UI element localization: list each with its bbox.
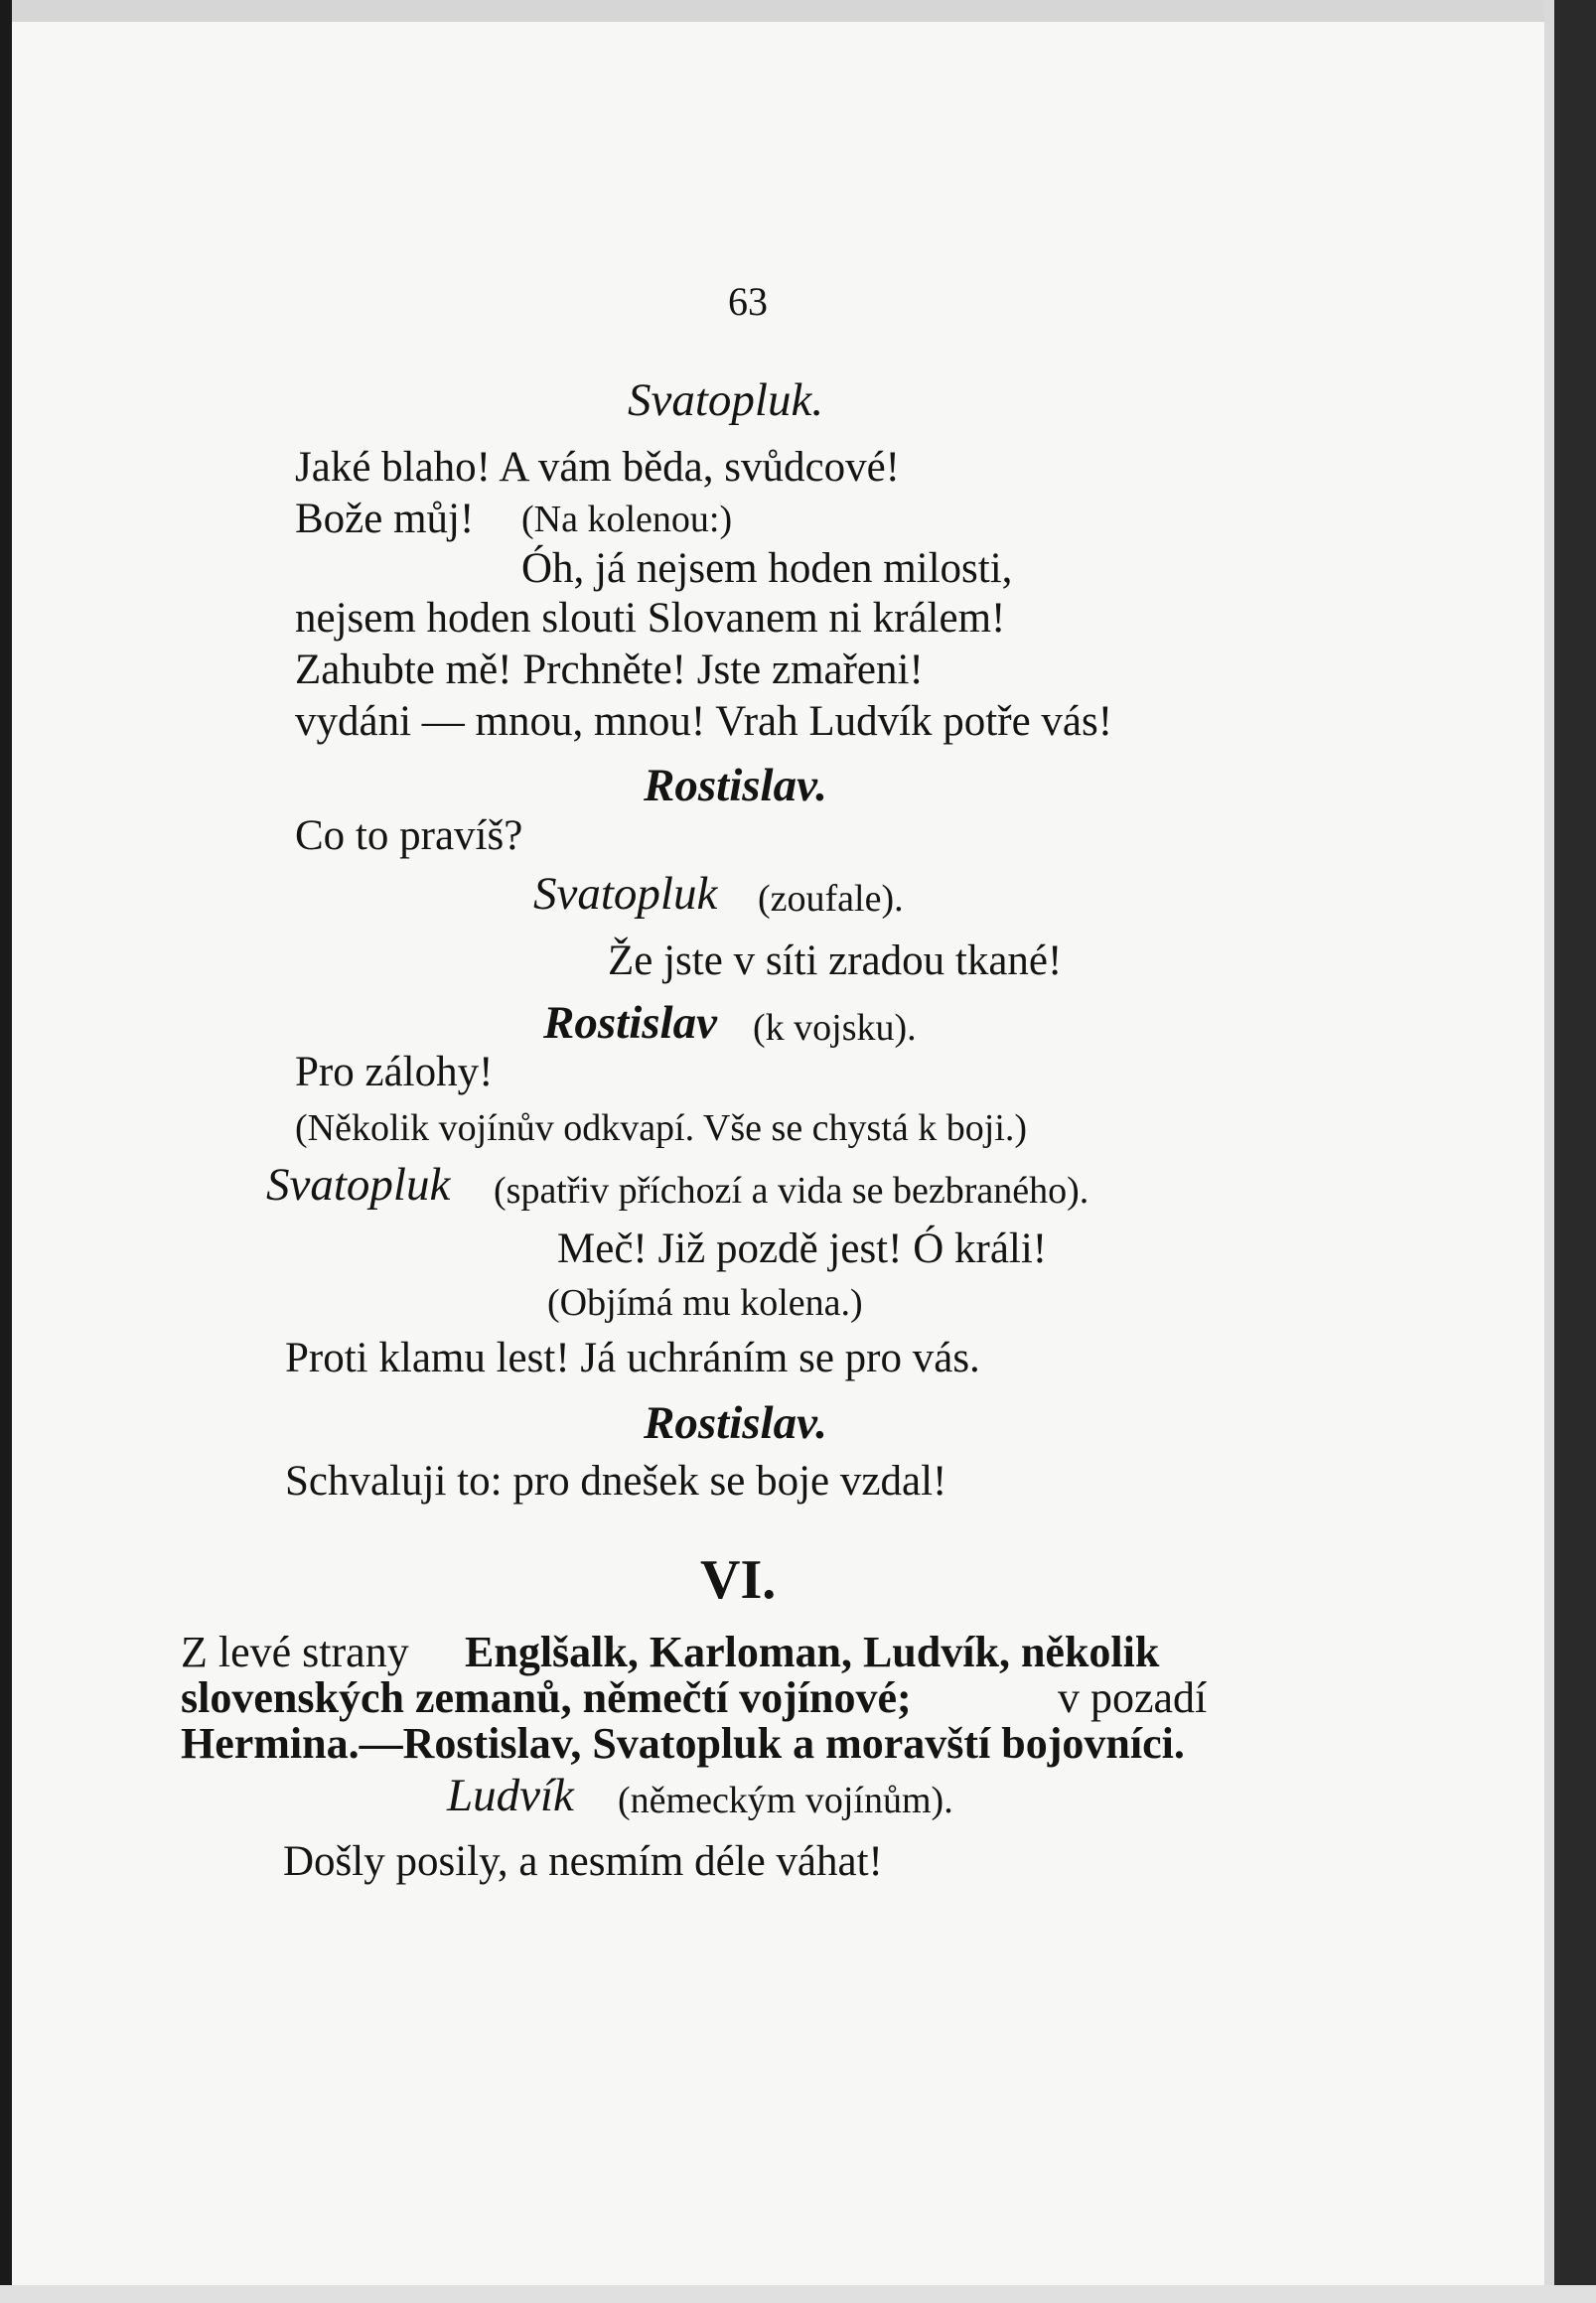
stage-direction: (Na kolenou:) xyxy=(521,499,733,540)
stage-direction: (Několik vojínův odkvapí. Vše se chystá k boji.) xyxy=(295,1107,1028,1149)
scan-border-left xyxy=(0,0,12,2303)
verse-line: Proti klamu lest! Já uchráním se pro vás. xyxy=(285,1335,980,1381)
speaker-svatopluk: Svatopluk xyxy=(533,868,718,920)
stage-setting: v pozadí xyxy=(1058,1673,1208,1722)
verse-line: Že jste v síti zradou tkané! xyxy=(608,937,1063,984)
scan-border-top xyxy=(0,0,1596,22)
act-heading: VI. xyxy=(700,1549,777,1611)
verse-line: nejsem hoden slouti Slovanem ni králem! xyxy=(295,595,1006,642)
stage-setting: slovenských zemanů, němečtí vojínové; xyxy=(181,1673,912,1722)
speaker-svatopluk: Svatopluk xyxy=(266,1159,451,1211)
verse-line: Došly posily, a nesmím déle váhat! xyxy=(283,1838,883,1885)
verse-line: Co to pravíš? xyxy=(295,812,523,859)
stage-direction: (Objímá mu kolena.) xyxy=(547,1282,863,1324)
verse-line: Bože můj! xyxy=(295,496,475,542)
scan-border-bottom xyxy=(0,2285,1596,2303)
verse-line: Schvaluji to: pro dnešek se boje vzdal! xyxy=(285,1458,947,1505)
verse-line: vydáni — mnou, mnou! Vrah Ludvík potře vás! xyxy=(295,698,1113,745)
speaker-ludvik: Ludvík xyxy=(447,1770,574,1821)
verse-line: Meč! Již pozdě jest! Ó králi! xyxy=(557,1225,1048,1272)
speaker-svatopluk: Svatopluk. xyxy=(628,374,824,426)
stage-direction: (zoufale). xyxy=(758,878,904,920)
speaker-rostislav: Rostislav. xyxy=(644,760,827,811)
stage-setting: Z levé strany xyxy=(181,1628,409,1676)
scan-border-right-inner xyxy=(1544,0,1554,2303)
verse-line: Óh, já nejsem hoden milosti, xyxy=(521,545,1013,592)
speaker-rostislav: Rostislav. xyxy=(644,1397,827,1449)
page-number: 63 xyxy=(728,279,768,324)
scan-border-right xyxy=(1554,0,1596,2303)
speaker-rostislav: Rostislav xyxy=(543,997,717,1049)
stage-direction: (německým vojínům). xyxy=(618,1780,953,1821)
verse-line: Pro zálohy! xyxy=(295,1049,494,1095)
stage-direction: (k vojsku). xyxy=(753,1007,917,1049)
stage-direction: (spatřiv příchozí a vida se bezbraného). xyxy=(494,1170,1089,1212)
stage-setting: Englšalk, Karloman, Ludvík, několik xyxy=(465,1628,1160,1676)
verse-line: Jaké blaho! A vám běda, svůdcové! xyxy=(295,444,900,491)
verse-line: Zahubte mě! Prchněte! Jste zmařeni! xyxy=(295,647,924,693)
stage-setting: Hermina.—Rostislav, Svatopluk a moravští bojovníci. xyxy=(181,1719,1185,1768)
